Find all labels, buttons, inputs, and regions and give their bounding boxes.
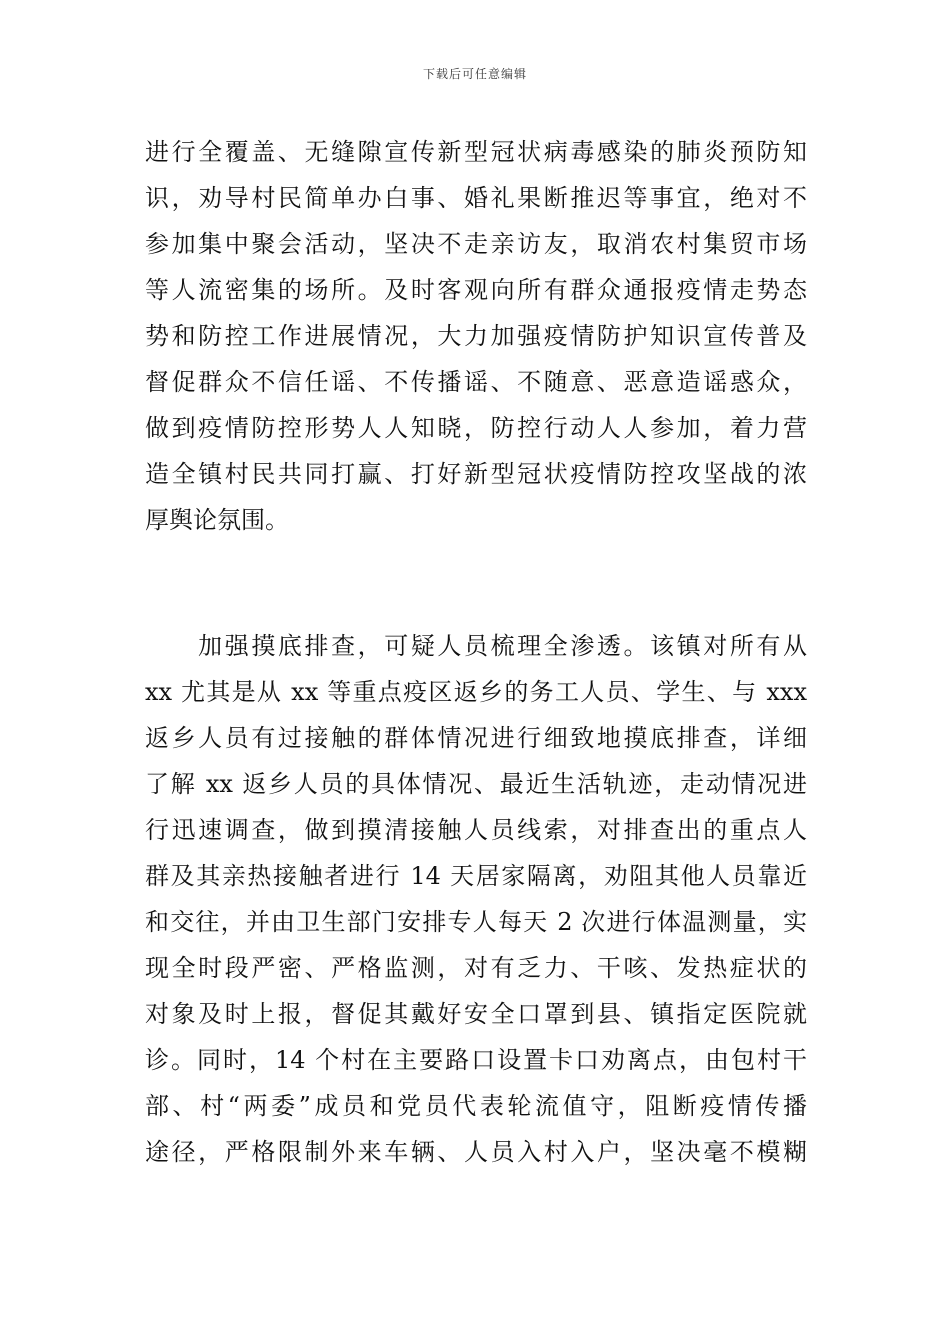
text-line: 厚舆论氛围。 [145,506,289,534]
text-line: 和交往，并由卫生部门安排专人每天 2 次进行体温测量，实 [145,908,807,936]
text-line: 等人流密集的场所。及时客观向所有群众通报疫情走势态 [145,276,807,304]
text-line: 途径，严格限制外来车辆、人员入村入户，坚决毫不模糊 [145,1138,807,1166]
text-line: 造全镇村民共同打赢、打好新型冠状疫情防控攻坚战的浓 [145,460,807,488]
page-header: 下载后可任意编辑 [422,67,527,81]
text-line: 做到疫情防控形势人人知晓，防控行动人人参加，着力营 [145,414,807,442]
text-line: xx 尤其是从 xx 等重点疫区返乡的务工人员、学生、与 xxx [145,678,807,706]
text-line: 现全时段严密、严格监测，对有乏力、干咳、发热症状的 [145,954,807,982]
text-line: 势和防控工作进展情况，大力加强疫情防护知识宣传普及 [145,322,807,350]
text-line: 进行全覆盖、无缝隙宣传新型冠状病毒感染的肺炎预防知 [145,138,807,166]
text-line: 识，劝导村民简单办白事、婚礼果断推迟等事宜，绝对不 [145,184,807,212]
text-line: 返乡人员有过接触的群体情况进行细致地摸底排查，详细 [145,724,807,752]
text-line: 行迅速调查，做到摸清接触人员线索，对排查出的重点人 [145,816,807,844]
text-line: 了解 xx 返乡人员的具体情况、最近生活轨迹，走动情况进 [145,770,807,798]
text-line: 对象及时上报，督促其戴好安全口罩到县、镇指定医院就 [145,1000,807,1028]
text-line: 部、村“两委”成员和党员代表轮流值守，阻断疫情传播 [145,1092,807,1120]
paragraph-1 [145,129,807,543]
text-line: 群及其亲热接触者进行 14 天居家隔离，劝阻其他人员靠近 [145,862,807,890]
text-line: 加强摸底排查，可疑人员梳理全渗透。该镇对所有从 [145,632,807,660]
text-line: 参加集中聚会活动，坚决不走亲访友，取消农村集贸市场 [145,230,807,258]
text-line: 诊。同时，14 个村在主要路口设置卡口劝离点，由包村干 [145,1046,807,1074]
paragraph-2 [145,623,807,1175]
text-line: 督促群众不信任谣、不传播谣、不随意、恶意造谣惑众， [145,368,807,396]
